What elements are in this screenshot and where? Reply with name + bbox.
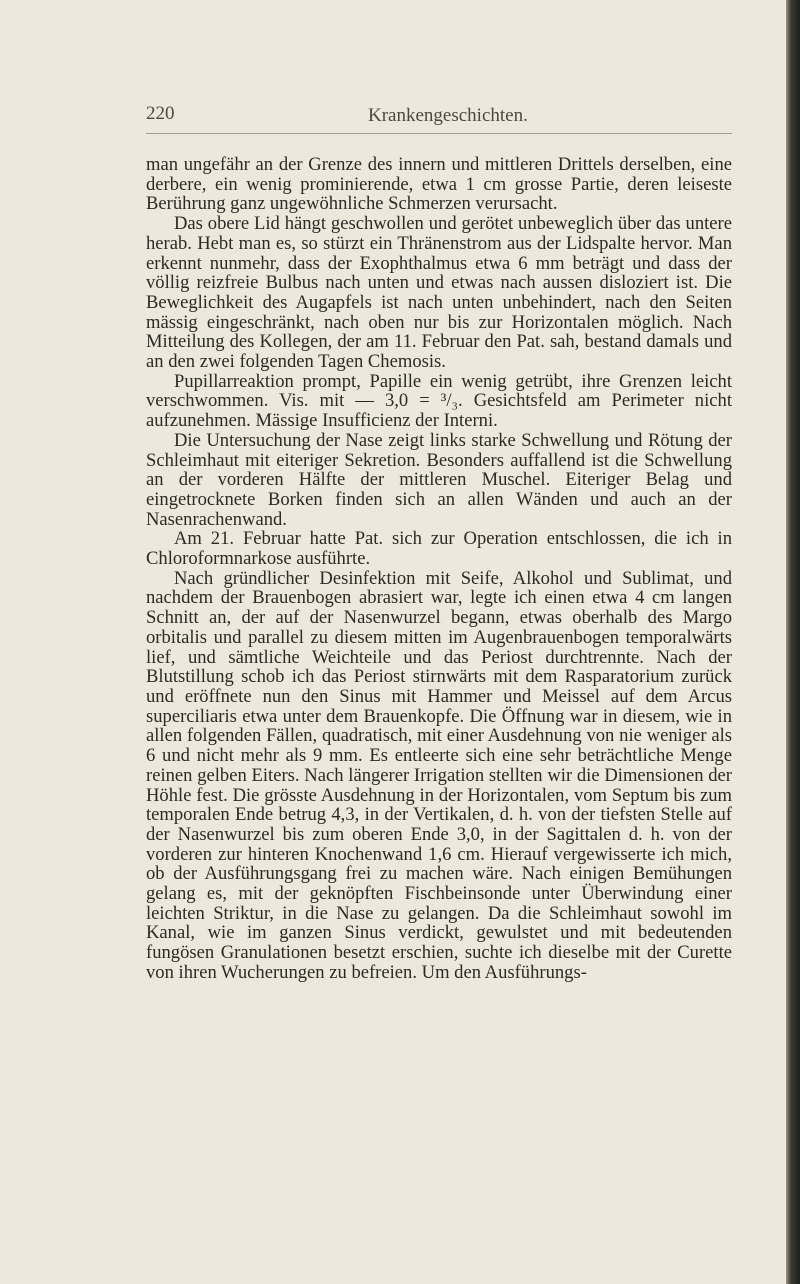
paragraph: Pupillarreaktion prompt, Papille ein wenig getrübt, ihre Grenzen leicht verschwommen. Vis. mit — 3,0 = ³/₃. Gesichtsfeld am Perimeter nicht aufzunehmen. Mässige Insufficienz der Interni. (146, 370, 732, 432)
paragraph: Die Untersuchung der Nase zeigt links starke Schwellung und Rötung der Schleimhaut mit eiteriger Sekretion. Besonders auffallend ist die Schwellung an der vorderen Hälfte der mittleren Muschel. Eiteriger Belag und eingetrocknete Borken finden sich an allen Wänden und auch an der Nasenrachenwand. (146, 429, 732, 530)
paragraph: Am 21. Februar hatte Pat. sich zur Operation entschlossen, die ich in Chloroformnarkose ausführte. (146, 528, 732, 570)
running-header (146, 103, 732, 134)
book-spine-edge (786, 0, 800, 1284)
paragraph: Nach gründlicher Desinfektion mit Seife, Alkohol und Sublimat, und nachdem der Brauenbogen abrasiert war, legte ich einen etwa 4 cm langen Schnitt an, der auf der Nasenwurzel begann, etwas oberhalb des Margo orbitalis und parallel zu diesem mitten im Augenbrauenbogen temporalwärts lief, und sämtliche Weichteile und das Periost durchtrennte. Nach der Blutstillung schob ich das Periost stirnwärts mit dem Rasparatorium zurück und eröffnete nun den Sinus mit Hammer und Meissel auf dem Arcus superciliaris etwa unter dem Brauenkopfe. Die Öffnung war in diesem, wie in allen folgenden Fällen, quadratisch, mit einer Ausdehnung von nie weniger als 6 und nicht mehr als 9 mm. Es entleerte sich eine sehr beträchtliche Menge reinen gelben Eiters. Nach längerer Irrigation stellten wir die Dimensionen der Höhle fest. Die grösste Ausdehnung in der Horizontalen, vom Septum bis zum temporalen Ende betrug 4,3, in der Vertikalen, d. h. von der tiefsten Stelle auf der Nasenwurzel bis zum oberen Ende 3,0, in der Sagittalen d. h. von der vorderen zur hinteren Knochenwand 1,6 cm. Hierauf vergewisserte ich mich, ob der Ausführungsgang frei zu machen wäre. Nach einigen Bemühungen gelang es, mit der geknöpften Fischbeinsonde unter Überwindung einer leichten Striktur, in die Nase zu gelangen. Da die Schleimhaut sowohl im Kanal, wie im ganzen Sinus verdickt, gewulstet und mit bedeutenden fungösen Granulationen besetzt erschien, suchte ich dieselbe mit der Curette von ihren Wucherungen zu befreien. Um den Ausführungs- (146, 567, 732, 983)
running-header-title: Krankengeschichten. (368, 105, 528, 126)
paragraph: Das obere Lid hängt geschwollen und gerötet unbeweglich über das untere herab. Hebt man es, so stürzt ein Thränenstrom aus der Lidspalte hervor. Man erkennt nunmehr, dass der Exophthalmus etwa 6 mm beträgt und dass der völlig reizfreie Bulbus nach unten und etwas nach aussen disloziert ist. Die Beweglichkeit des Augapfels ist nach unten unbehindert, nach den Seiten mässig eingeschränkt, nach oben nur bis zur Horizontalen möglich. Nach Mitteilung des Kollegen, der am 11. Februar den Pat. sah, bestand damals und an den zwei folgenden Tagen Chemosis. (146, 213, 732, 373)
body-text (146, 155, 732, 983)
page-number: 220 (146, 103, 175, 124)
paragraph: man ungefähr an der Grenze des innern und mittleren Drittels derselben, eine derbere, ein wenig prominierende, etwa 1 cm grosse Partie, deren leiseste Berührung ganz ungewöhnliche Schmerzen verursacht. (146, 154, 732, 215)
